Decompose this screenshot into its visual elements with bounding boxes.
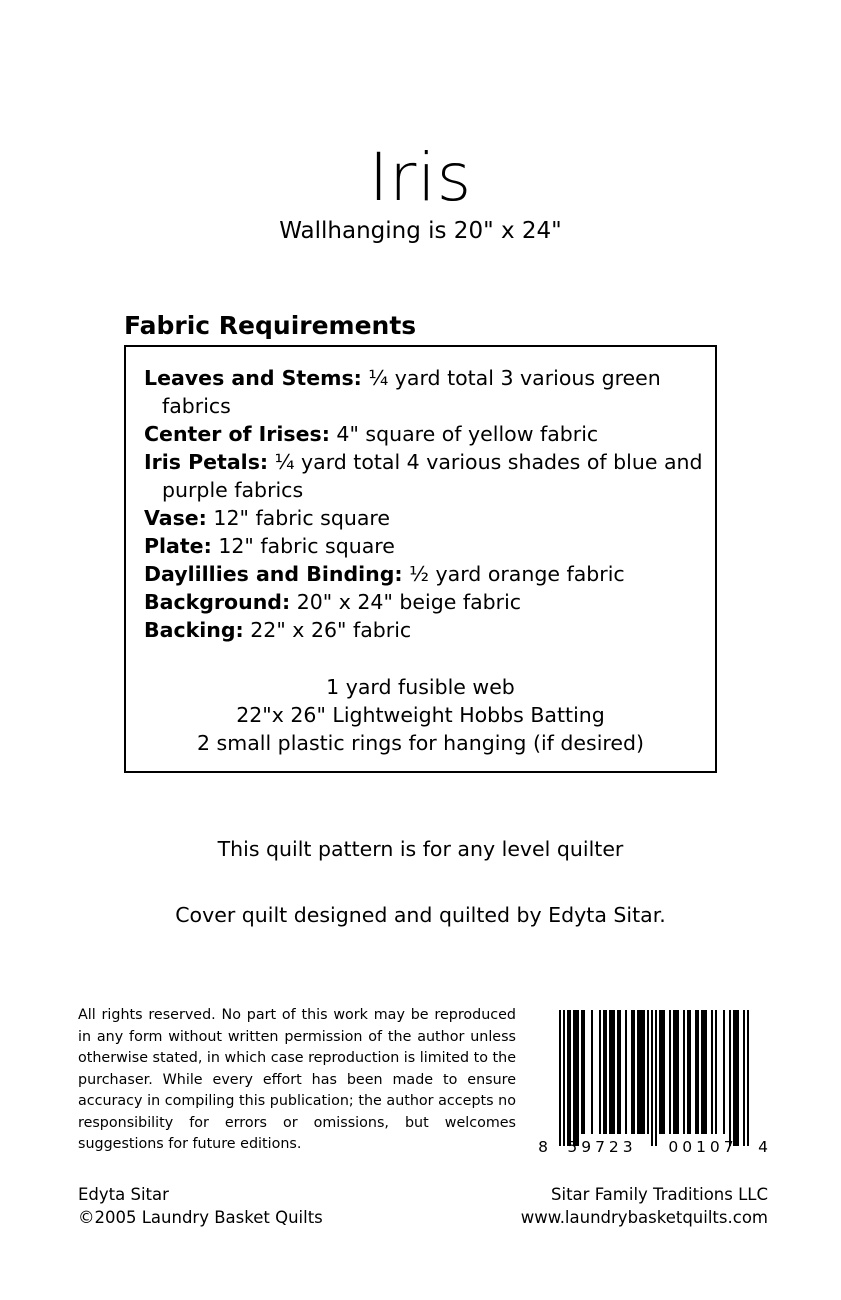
company-name: Sitar Family Traditions LLC [551,1185,768,1204]
author-name: Edyta Sitar [78,1185,169,1204]
barcode-bar [611,1010,613,1134]
designer-credit: Cover quilt designed and quilted by Edyta Sitar. [175,903,666,927]
requirement-item [144,504,704,532]
requirement-text: 12" fabric square [211,534,395,558]
barcode-bar [637,1010,639,1134]
requirement-item [144,448,704,504]
barcode-bar [743,1010,745,1146]
barcode-bar [641,1010,643,1134]
barcode-bar [617,1010,619,1134]
supply-item: 2 small plastic rings for hanging (if desired) [197,731,644,755]
barcode-bar [711,1010,713,1134]
barcode-bar [715,1010,717,1134]
barcode-bar [569,1010,571,1146]
requirement-text: 12" fabric square [206,506,390,530]
barcode-left-digits: 59723 [567,1138,637,1156]
barcode-bar [703,1010,705,1134]
barcode-bar [613,1010,615,1134]
barcode-bar [687,1010,689,1134]
barcode-bar [697,1010,699,1134]
barcode-bar [723,1010,725,1134]
requirement-label: Plate: [144,534,212,558]
barcode-bar [559,1010,561,1146]
barcode-bar [683,1010,685,1134]
additional-supplies [126,673,715,757]
barcode-bar [567,1010,569,1146]
barcode-bar [673,1010,675,1134]
requirement-text: ¼ yard total 3 various green fabrics [162,366,661,418]
barcode-bar [609,1010,611,1134]
barcode-bar [735,1010,737,1146]
requirement-item [144,532,704,560]
barcode-bar [729,1010,731,1146]
copyright-notice: All rights reserved. No part of this work may be reproduced in any form without written permission of the author unless otherwise stated, in which case reproduction is limited to the purchaser. While every effort has been made to ensure accuracy in compiling this publication; the author accepts no responsibility for errors or omissions, but welcomes suggestions for future editions. [78,1007,516,1152]
upc-barcode [540,1008,768,1158]
barcode-bar [677,1010,679,1134]
page-title: Iris [368,139,473,216]
barcode-bar [733,1010,735,1146]
barcode-bar [573,1010,575,1146]
barcode-bar [737,1010,739,1146]
supply-item: 1 yard fusible web [326,675,515,699]
requirement-text: 22" x 26" fabric [243,618,412,642]
skill-level-note: This quilt pattern is for any level quilter [217,837,624,861]
requirement-label: Background: [144,590,291,614]
barcode-bar [563,1010,565,1146]
requirement-label: Backing: [144,618,244,642]
barcode-bar [689,1010,691,1134]
barcode-bar [599,1010,601,1134]
requirement-label: Center of Irises: [144,422,330,446]
requirement-item [144,364,704,420]
barcode-bar [705,1010,707,1134]
barcode-check-digit: 4 [758,1138,768,1156]
barcode-bar [661,1010,663,1134]
requirement-label: Leaves and Stems: [144,366,362,390]
barcode-bar [655,1010,657,1146]
barcode-bar [663,1010,665,1134]
requirement-text: 4" square of yellow fabric [329,422,599,446]
barcode-bar [747,1010,749,1146]
barcode-bar [695,1010,697,1134]
requirement-text: 20" x 24" beige fabric [290,590,522,614]
requirement-item [144,560,704,588]
barcode-bar [605,1010,607,1134]
fabric-requirements-list [144,364,704,644]
requirement-label: Vase: [144,506,207,530]
barcode-first-digit: 8 [538,1138,548,1156]
barcode-bar [631,1010,633,1134]
barcode-bar [643,1010,645,1134]
website-url: www.laundrybasketquilts.com [520,1208,768,1227]
barcode-bar [591,1010,593,1134]
barcode-bar [633,1010,635,1134]
supply-item: 22"x 26" Lightweight Hobbs Batting [236,703,605,727]
barcode-bar [701,1010,703,1134]
barcode-bar [581,1010,583,1134]
requirement-item [144,420,704,448]
barcode-bar [659,1010,661,1134]
barcode-bar [603,1010,605,1134]
requirement-text: ½ yard orange fabric [402,562,625,586]
barcode-bar [619,1010,621,1134]
barcode-bar [577,1010,579,1146]
barcode-bar [669,1010,671,1134]
barcode-bar [639,1010,641,1134]
barcode-bar [675,1010,677,1134]
barcode-bar [625,1010,627,1134]
requirement-item [144,588,704,616]
barcode-bar [647,1010,649,1134]
fabric-requirements-heading: Fabric Requirements [124,311,417,340]
requirement-label: Iris Petals: [144,450,269,474]
barcode-bar [583,1010,585,1134]
barcode-bar [651,1010,653,1146]
fabric-requirements-box [124,345,717,773]
requirement-label: Daylillies and Binding: [144,562,403,586]
requirement-item [144,616,704,644]
barcode-right-digits: 00107 [668,1138,738,1156]
copyright-line: ©2005 Laundry Basket Quilts [78,1208,323,1227]
barcode-bar [575,1010,577,1146]
barcode-bars [559,1010,749,1146]
page-subtitle: Wallhanging is 20" x 24" [279,218,562,244]
requirement-text: ¼ yard total 4 various shades of blue and purple fabrics [162,450,703,502]
